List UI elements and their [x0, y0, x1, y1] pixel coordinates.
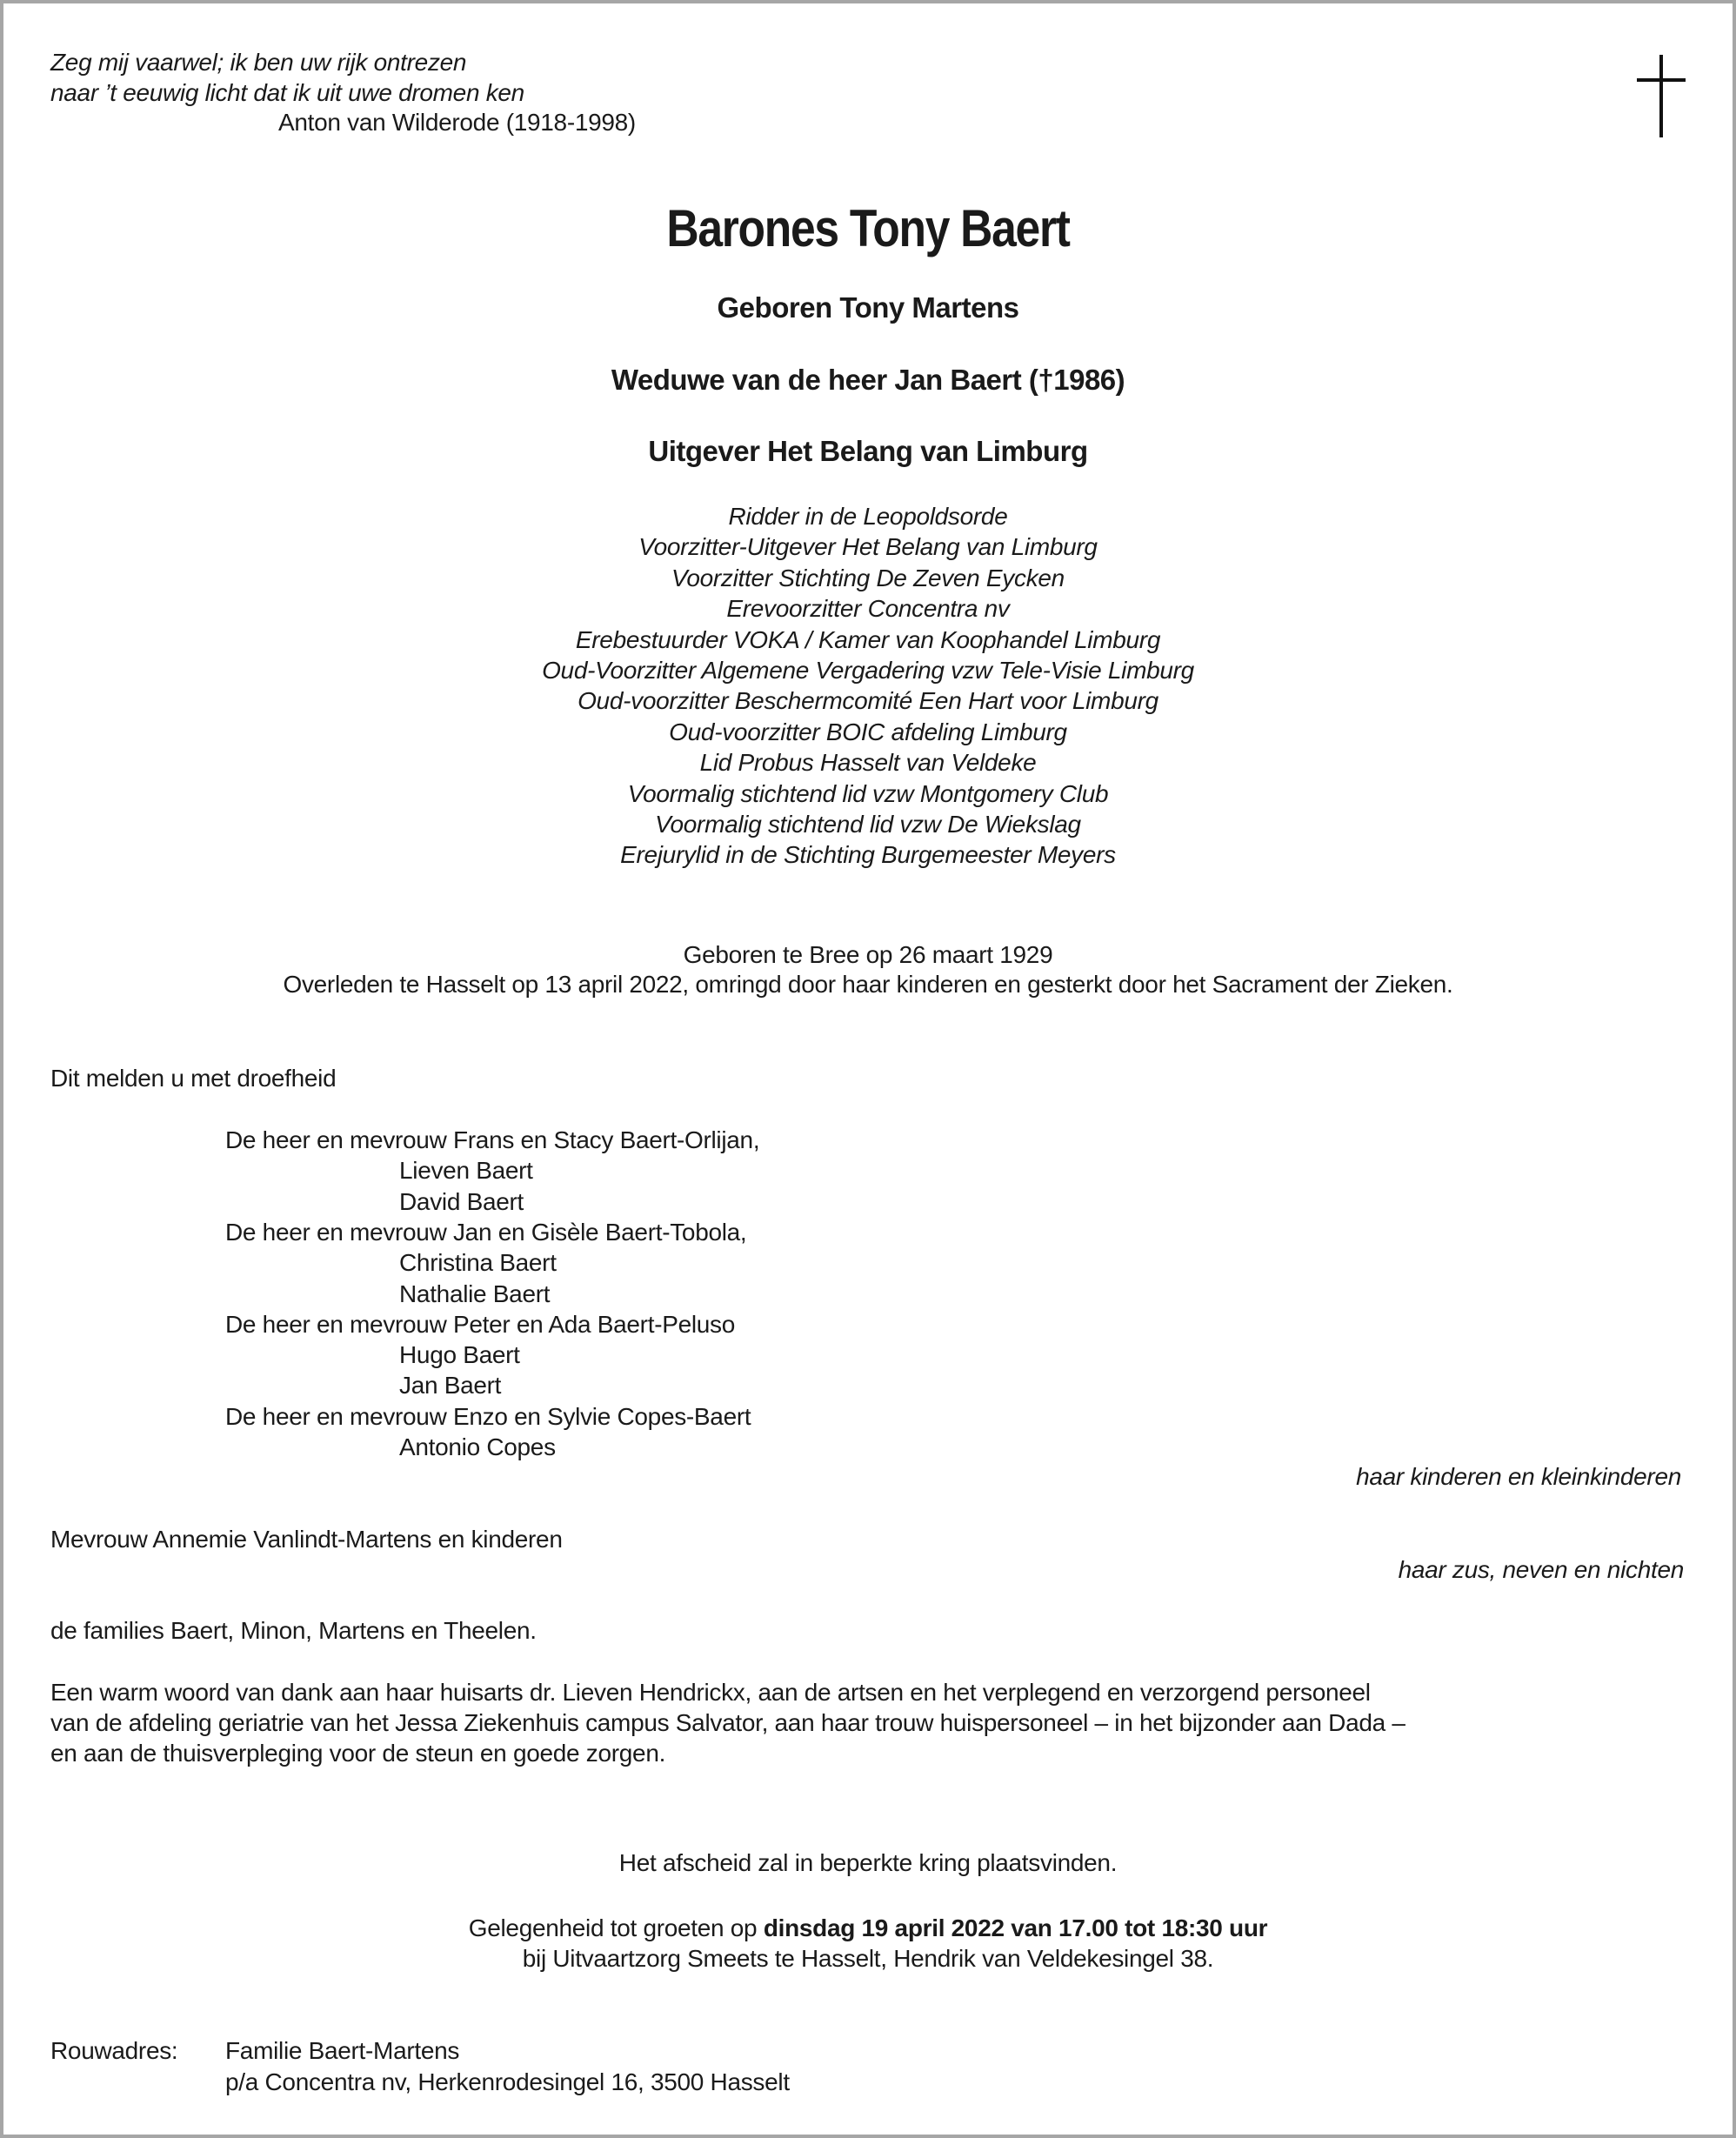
honor-item: Oud-voorzitter BOIC afdeling Limburg [669, 718, 1067, 745]
child-couple: De heer en mevrouw Jan en Gisèle Baert-Tobola, [225, 1218, 747, 1246]
deceased-name: Barones Tony Baert [666, 199, 1070, 257]
sister-line: Mevrouw Annemie Vanlindt-Martens en kinderen [50, 1526, 563, 1553]
quote-line: Zeg mij vaarwel; ik ben uw rijk ontrezen [50, 49, 467, 76]
thanks-line: van de afdeling geriatrie van het Jessa Ziekenhuis campus Salvator, aan haar trouw huispersoneel – in het bijzonder aan Dada – [50, 1709, 1405, 1736]
subtitle-publisher: Uitgever Het Belang van Limburg [648, 435, 1088, 467]
honor-item: Erejurylid in de Stichting Burgemeester Meyers [620, 841, 1116, 869]
announcement: Dit melden u met droefheid [50, 1065, 337, 1092]
address-name: Familie Baert-Martens [225, 2037, 460, 2064]
thanks-line: Een warm woord van dank aan haar huisarts dr. Lieven Hendrickx, aan de artsen en het verplegend en verzorgend personeel [50, 1679, 1371, 1706]
quote-author: Anton van Wilderode (1918-1998) [278, 109, 636, 136]
honor-item: Voorzitter-Uitgever Het Belang van Limburg [638, 533, 1098, 561]
child-couple: De heer en mevrouw Enzo en Sylvie Copes-Baert [225, 1402, 751, 1430]
thanks-line: en aan de thuisverpleging voor de steun en goede zorgen. [50, 1740, 666, 1767]
cross-icon [1637, 55, 1686, 137]
grandchild-name: Nathalie Baert [399, 1279, 551, 1307]
birth-line: Geboren te Bree op 26 maart 1929 [683, 941, 1053, 968]
grandchild-name: Jan Baert [399, 1372, 502, 1400]
address-street: p/a Concentra nv, Herkenrodesingel 16, 3500 Hasselt [225, 2068, 790, 2095]
death-line: Overleden te Hasselt op 13 april 2022, omringd door haar kinderen en gesterkt door het Sacrament der Zieken. [283, 971, 1453, 998]
honor-item: Ridder in de Leopoldsorde [728, 503, 1008, 530]
honor-item: Voormalig stichtend lid vzw Montgomery Club [627, 779, 1109, 807]
visit-line [0, 1914, 1736, 1943]
farewell-line: Het afscheid zal in beperkte kring plaatsvinden. [618, 1849, 1118, 1876]
visit-when: dinsdag 19 april 2022 van 17.00 tot 18:30 uur [763, 1914, 1268, 1941]
honor-item: Oud-voorzitter Beschermcomité Een Hart voor Limburg [578, 687, 1158, 715]
child-couple: De heer en mevrouw Peter en Ada Baert-Peluso [225, 1310, 736, 1338]
grandchild-name: Christina Baert [399, 1249, 557, 1277]
visit-prefix: Gelegenheid tot groeten op [468, 1914, 764, 1941]
sister-caption: haar zus, neven en nichten [1398, 1556, 1684, 1583]
grandchild-name: Lieven Baert [399, 1157, 533, 1185]
honor-item: Oud-Voorzitter Algemene Vergadering vzw Tele-Visie Limburg [542, 657, 1194, 684]
subtitle-birth-name: Geboren Tony Martens [717, 291, 1019, 324]
honor-item: Voormalig stichtend lid vzw De Wiekslag [655, 811, 1081, 838]
grandchild-name: Hugo Baert [399, 1341, 520, 1369]
quote-line: naar ’t eeuwig licht dat ik uit uwe dromen ken [50, 79, 524, 106]
grandchild-name: David Baert [399, 1187, 524, 1215]
visit-location: bij Uitvaartzorg Smeets te Hasselt, Hendrik van Veldekesingel 38. [522, 1945, 1214, 1972]
child-couple: De heer en mevrouw Frans en Stacy Baert-Orlijan, [225, 1126, 760, 1153]
honor-item: Erevoorzitter Concentra nv [726, 595, 1010, 623]
subtitle-widow: Weduwe van de heer Jan Baert (†1986) [611, 364, 1125, 396]
honor-item: Lid Probus Hasselt van Veldeke [699, 749, 1037, 777]
honor-item: Erebestuurder VOKA / Kamer van Koophandel Limburg [575, 625, 1161, 653]
honor-item: Voorzitter Stichting De Zeven Eycken [671, 564, 1065, 591]
family-caption: haar kinderen en kleinkinderen [1356, 1463, 1681, 1490]
families-line: de families Baert, Minon, Martens en Theelen. [50, 1617, 537, 1644]
grandchild-name: Antonio Copes [399, 1433, 556, 1460]
address-label: Rouwadres: [50, 2037, 178, 2064]
